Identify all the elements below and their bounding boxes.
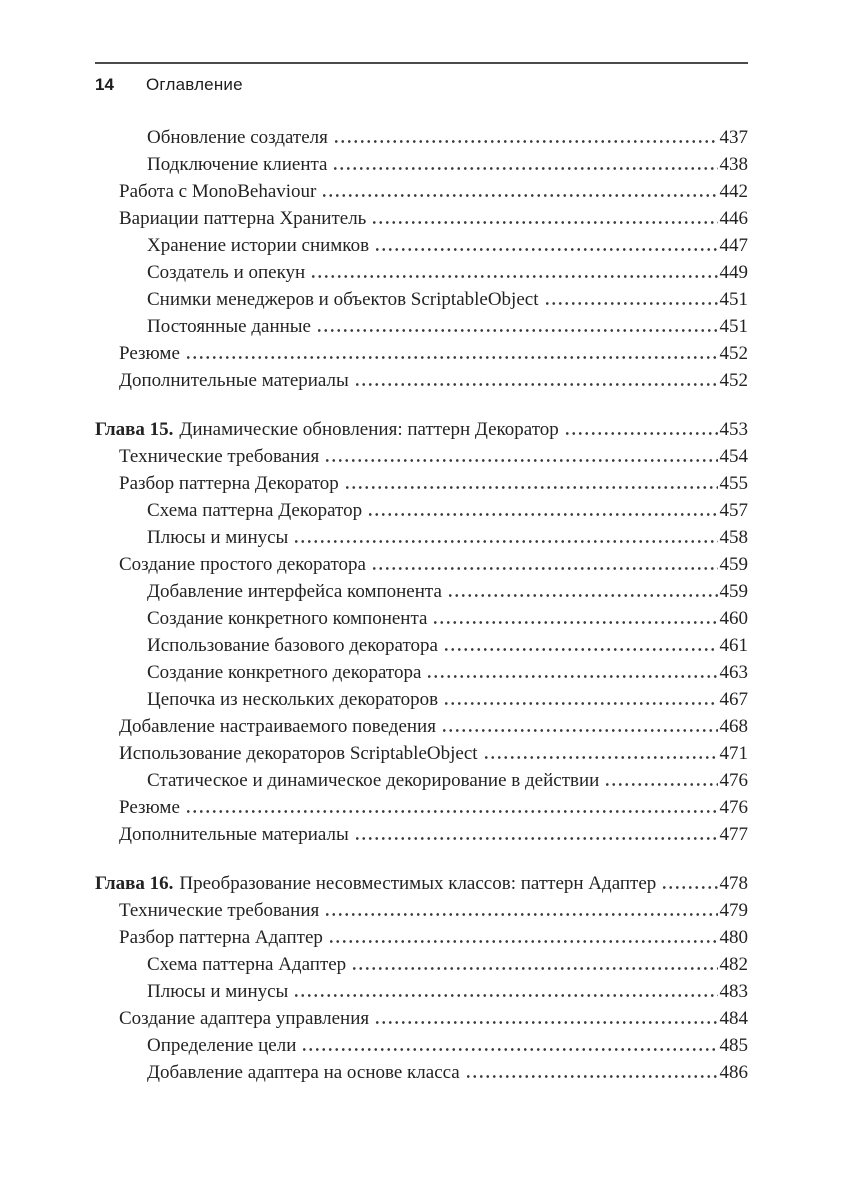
toc-entry[interactable] [95, 767, 748, 794]
toc-entry-title: Разбор паттерна Декоратор [119, 473, 339, 494]
toc-entry-page-number: 476 [719, 770, 748, 791]
dot-leader-icon [441, 727, 718, 732]
dot-leader-icon [604, 781, 717, 786]
toc-entry[interactable] [95, 524, 748, 551]
toc-entry-title: Добавление интерфейса компонента [147, 581, 442, 602]
dot-leader-icon [333, 138, 718, 143]
toc-entry-page-number: 459 [719, 581, 748, 602]
toc-entry[interactable] [95, 124, 748, 151]
header-page-number: 14 [95, 75, 114, 94]
toc-entry-page-number: 461 [719, 635, 748, 656]
toc-entry-title: Схема паттерна Декоратор [147, 500, 363, 521]
dot-leader-icon [483, 754, 718, 759]
toc-entry-page-number: 451 [719, 316, 748, 337]
toc-entry-page-number: 438 [719, 154, 748, 175]
toc-entry[interactable] [95, 151, 748, 178]
dot-leader-icon [316, 327, 718, 332]
toc-entry-title: Создатель и опекун [147, 262, 306, 283]
toc-section [95, 870, 748, 1086]
toc-entry[interactable] [95, 686, 748, 713]
dot-leader-icon [328, 938, 718, 943]
toc-entry-title: Создание конкретного компонента [147, 608, 428, 629]
toc-entry-title: Хранение истории снимков [147, 235, 370, 256]
toc-entry-title: Плюсы и минусы [147, 981, 289, 1002]
toc-entry-page-number: 455 [719, 473, 748, 494]
toc-entry[interactable] [95, 416, 748, 443]
toc-entry-page-number: 452 [719, 343, 748, 364]
dot-leader-icon [564, 430, 718, 435]
toc-entry-page-number: 452 [719, 370, 748, 391]
toc-entry[interactable] [95, 313, 748, 340]
dot-leader-icon [432, 619, 717, 624]
toc-entry-page-number: 479 [719, 900, 748, 921]
toc-entry-title: Разбор паттерна Адаптер [119, 927, 323, 948]
toc-entry[interactable] [95, 821, 748, 848]
toc-entry[interactable] [95, 286, 748, 313]
toc-entry-page-number: 476 [719, 797, 748, 818]
toc-entry-page-number: 486 [719, 1062, 748, 1083]
toc-entry[interactable] [95, 497, 748, 524]
dot-leader-icon [324, 457, 717, 462]
dot-leader-icon [185, 808, 718, 813]
toc-entry-page-number: 482 [719, 954, 748, 975]
toc-entry[interactable] [95, 659, 748, 686]
toc-entry[interactable] [95, 897, 748, 924]
toc-entry-page-number: 460 [719, 608, 748, 629]
toc-entry-page-number: 463 [719, 662, 748, 683]
toc-entry-title: Определение цели [147, 1035, 297, 1056]
header-rule [95, 62, 748, 64]
dot-leader-icon [465, 1073, 718, 1078]
toc-entry-page-number: 453 [719, 419, 748, 440]
toc-entry-title: Добавление настраиваемого поведения [119, 716, 436, 737]
toc-entry-page-number: 458 [719, 527, 748, 548]
toc-entry-page-number: 471 [719, 743, 748, 764]
toc-entry-title: Работа с MonoBehaviour [119, 181, 317, 202]
dot-leader-icon [443, 646, 718, 651]
toc-entry-title: Технические требования [119, 900, 320, 921]
toc-entry[interactable] [95, 178, 748, 205]
toc-entry[interactable] [95, 232, 748, 259]
toc-entry[interactable] [95, 794, 748, 821]
dot-leader-icon [661, 884, 717, 889]
toc-entry[interactable] [95, 978, 748, 1005]
toc-entry-title: Снимки менеджеров и объектов ScriptableObject [147, 289, 539, 310]
toc-entry[interactable] [95, 632, 748, 659]
dot-leader-icon [310, 273, 717, 278]
toc-entry-title: Подключение клиента [147, 154, 328, 175]
toc-entry-page-number: 459 [719, 554, 748, 575]
dot-leader-icon [321, 192, 717, 197]
toc-entry-title: Использование базового декоратора [147, 635, 438, 656]
toc-entry-title: Вариации паттерна Хранитель [119, 208, 367, 229]
toc-entry-page-number: 485 [719, 1035, 748, 1056]
toc-entry-page-number: 477 [719, 824, 748, 845]
dot-leader-icon [443, 700, 717, 705]
toc-entry[interactable] [95, 1005, 748, 1032]
toc-entry-page-number: 446 [719, 208, 748, 229]
toc-entry-page-number: 483 [719, 981, 748, 1002]
dot-leader-icon [293, 538, 717, 543]
toc-entry-title: Резюме [119, 343, 180, 364]
toc-entry-title: Статическое и динамическое декорирование в действии [147, 770, 600, 791]
header-title: Оглавление [146, 75, 243, 94]
toc-entry-page-number: 449 [719, 262, 748, 283]
toc-list [95, 124, 748, 1086]
toc-entry-page-number: 454 [719, 446, 748, 467]
toc-section [95, 124, 748, 394]
toc-entry-title: Резюме [119, 797, 180, 818]
toc-entry[interactable] [95, 340, 748, 367]
dot-leader-icon [185, 354, 718, 359]
toc-entry-page-number: 437 [719, 127, 748, 148]
toc-entry-page-number: 484 [719, 1008, 748, 1029]
toc-entry[interactable] [95, 870, 748, 897]
toc-entry-title: Обновление создателя [147, 127, 328, 148]
dot-leader-icon [374, 1019, 717, 1024]
toc-entry[interactable] [95, 578, 748, 605]
toc-entry-title: Дополнительные материалы [119, 370, 349, 391]
toc-entry-title: Схема паттерна Адаптер [147, 954, 347, 975]
dot-leader-icon [374, 246, 717, 251]
toc-entry-title: Технические требования [119, 446, 320, 467]
toc-entry[interactable] [95, 951, 748, 978]
toc-entry-page-number: 468 [719, 716, 748, 737]
toc-entry[interactable] [95, 605, 748, 632]
toc-entry[interactable] [95, 551, 748, 578]
toc-entry[interactable] [95, 443, 748, 470]
toc-entry-page-number: 457 [719, 500, 748, 521]
toc-entry[interactable] [95, 1032, 748, 1059]
dot-leader-icon [371, 565, 718, 570]
dot-leader-icon [324, 911, 717, 916]
toc-section [95, 416, 748, 848]
toc-entry-page-number: 451 [719, 289, 748, 310]
toc-entry-page-number: 447 [719, 235, 748, 256]
toc-entry-title: Дополнительные материалы [119, 824, 349, 845]
dot-leader-icon [332, 165, 717, 170]
dot-leader-icon [293, 992, 717, 997]
toc-entry-title: Создание конкретного декоратора [147, 662, 422, 683]
toc-entry[interactable] [95, 713, 748, 740]
running-head [95, 74, 748, 96]
toc-entry[interactable] [95, 205, 748, 232]
toc-entry-page-number: 467 [719, 689, 748, 710]
toc-entry-title: Плюсы и минусы [147, 527, 289, 548]
toc-entry-title: Цепочка из нескольких декораторов [147, 689, 439, 710]
toc-entry-title: Преобразование несовместимых классов: паттерн Адаптер [179, 873, 657, 894]
dot-leader-icon [301, 1046, 717, 1051]
toc-entry-chapter-prefix: Глава 16. [95, 873, 174, 894]
toc-entry-page-number: 478 [719, 873, 748, 894]
toc-entry[interactable] [95, 259, 748, 286]
dot-leader-icon [426, 673, 717, 678]
dot-leader-icon [447, 592, 718, 597]
dot-leader-icon [544, 300, 718, 305]
dot-leader-icon [371, 219, 717, 224]
dot-leader-icon [344, 484, 718, 489]
toc-entry[interactable] [95, 740, 748, 767]
toc-entry[interactable] [95, 470, 748, 497]
toc-entry-chapter-prefix: Глава 15. [95, 419, 174, 440]
dot-leader-icon [351, 965, 717, 970]
toc-entry-title: Постоянные данные [147, 316, 311, 337]
toc-entry[interactable] [95, 1059, 748, 1086]
dot-leader-icon [354, 835, 718, 840]
page-header [95, 62, 748, 96]
toc-entry-title: Использование декораторов ScriptableObject [119, 743, 478, 764]
toc-entry-title: Создание адаптера управления [119, 1008, 370, 1029]
toc-entry-page-number: 442 [719, 181, 748, 202]
dot-leader-icon [354, 381, 718, 386]
toc-entry[interactable] [95, 924, 748, 951]
dot-leader-icon [367, 511, 717, 516]
toc-entry-title: Создание простого декоратора [119, 554, 366, 575]
toc-entry-title: Динамические обновления: паттерн Декоратор [179, 419, 559, 440]
toc-entry-title: Добавление адаптера на основе класса [147, 1062, 460, 1083]
toc-entry[interactable] [95, 367, 748, 394]
toc-entry-page-number: 480 [719, 927, 748, 948]
